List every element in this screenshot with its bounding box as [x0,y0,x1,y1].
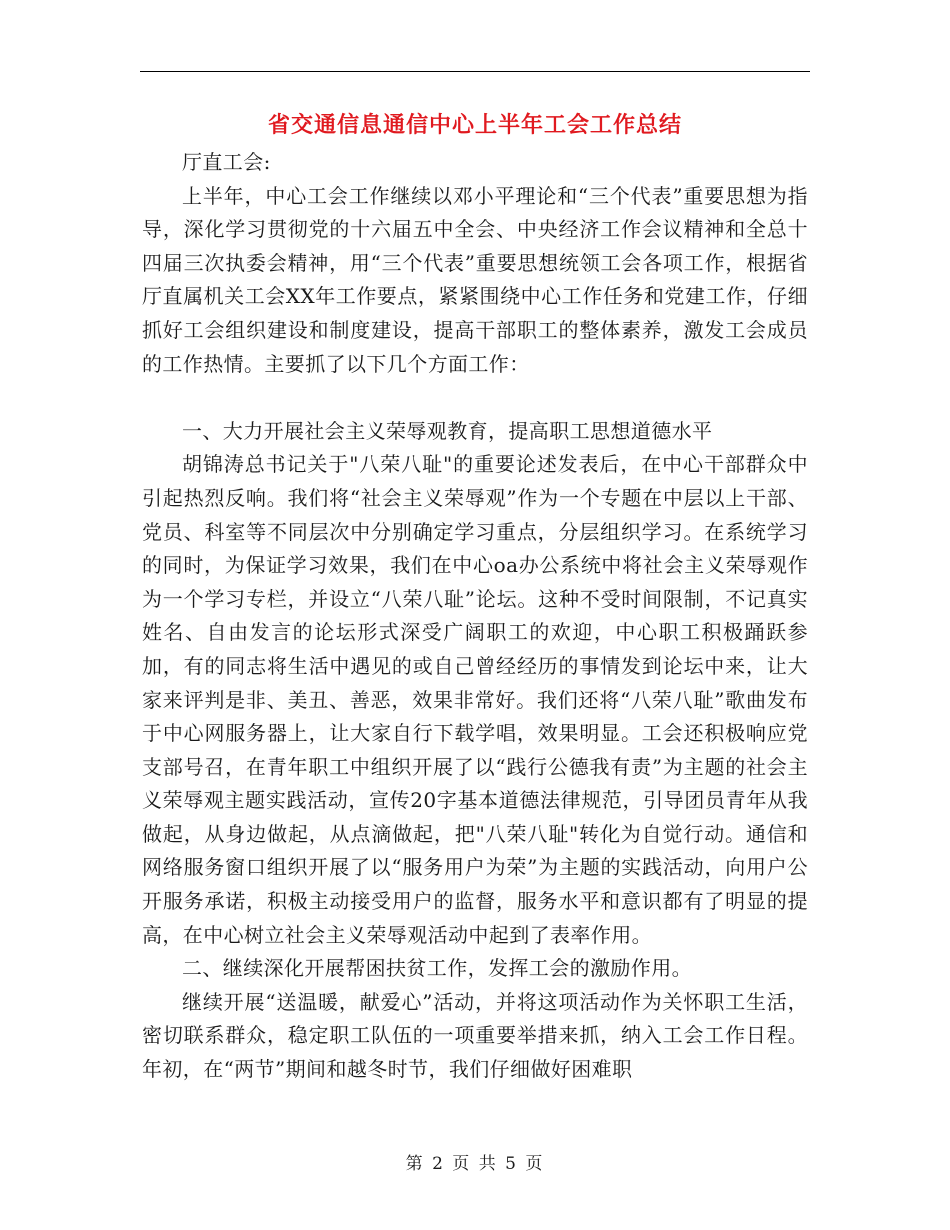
paragraph-intro: 上半年，中心工会工作继续以邓小平理论和“三个代表”重要思想为指导，深化学习贯彻党的十六届五中全会、中央经济工作会议精神和全总十四届三次执委会精神，用“三个代表”重要思想统领工会各项工作，根据省厅直属机关工会XX年工作要点，紧紧围绕中心工作任务和党建工作，仔细抓好工会组织建设和制度建设，提高干部职工的整体素养，激发工会成员的工作热情。主要抓了以下几个方面工作： [142,183,808,376]
paragraph-section-1: 胡锦涛总书记关于"八荣八耻"的重要论述发表后，在中心干部群众中引起热烈反响。我们将“社会主义荣辱观”作为一个专题在中层以上干部、党员、科室等不同层次中分别确定学习重点，分层组织学习。在系统学习的同时，为保证学习效果，我们在中心oa办公系统中将社会主义荣辱观作为一个学习专栏，并设立“八荣八耻”论坛。这种不受时间限制，不记真实姓名、自由发言的论坛形式深受广阔职工的欢迎，中心职工积极踊跃参加，有的同志将生活中遇见的或自己曾经经历的事情发到论坛中来，让大家来评判是非、美丑、善恶，效果非常好。我们还将“八荣八耻”歌曲发布于中心网服务器上，让大家自行下载学唱，效果明显。工会还积极响应党支部号召，在青年职工中组织开展了以“践行公德我有责”为主题的社会主义荣辱观主题实践活动，宣传20字基本道德法律规范，引导团员青年从我做起，从身边做起，从点滴做起，把"八荣八耻"转化为自觉行动。通信和网络服务窗口组织开展了以“服务用户为荣”为主题的实践活动，向用户公开服务承诺，积极主动接受用户的监督，服务水平和意识都有了明显的提高，在中心树立社会主义荣辱观活动中起到了表率作用。 [142,452,808,947]
salutation: 厅直工会: [182,150,271,174]
paragraph-section-2: 继续开展“送温暖，献爱心”活动，并将这项活动作为关怀职工生活，密切联系群众，稳定职工队伍的一项重要举措来抓，纳入工会工作日程。年初，在“两节”期间和越冬时节，我们仔细做好困难职 [142,989,808,1082]
section-heading-2: 二、继续深化开展帮困扶贫工作，发挥工会的激励作用。 [182,956,692,981]
page-number-footer: 第 2 页 共 5 页 [405,1154,545,1174]
section-heading-1: 一、大力开展社会主义荣辱观教育，提高职工思想道德水平 [182,418,713,443]
document-title: 省交通信息通信中心上半年工会工作总结 [267,113,682,138]
header-rule [140,71,810,72]
document-body [142,146,808,1087]
